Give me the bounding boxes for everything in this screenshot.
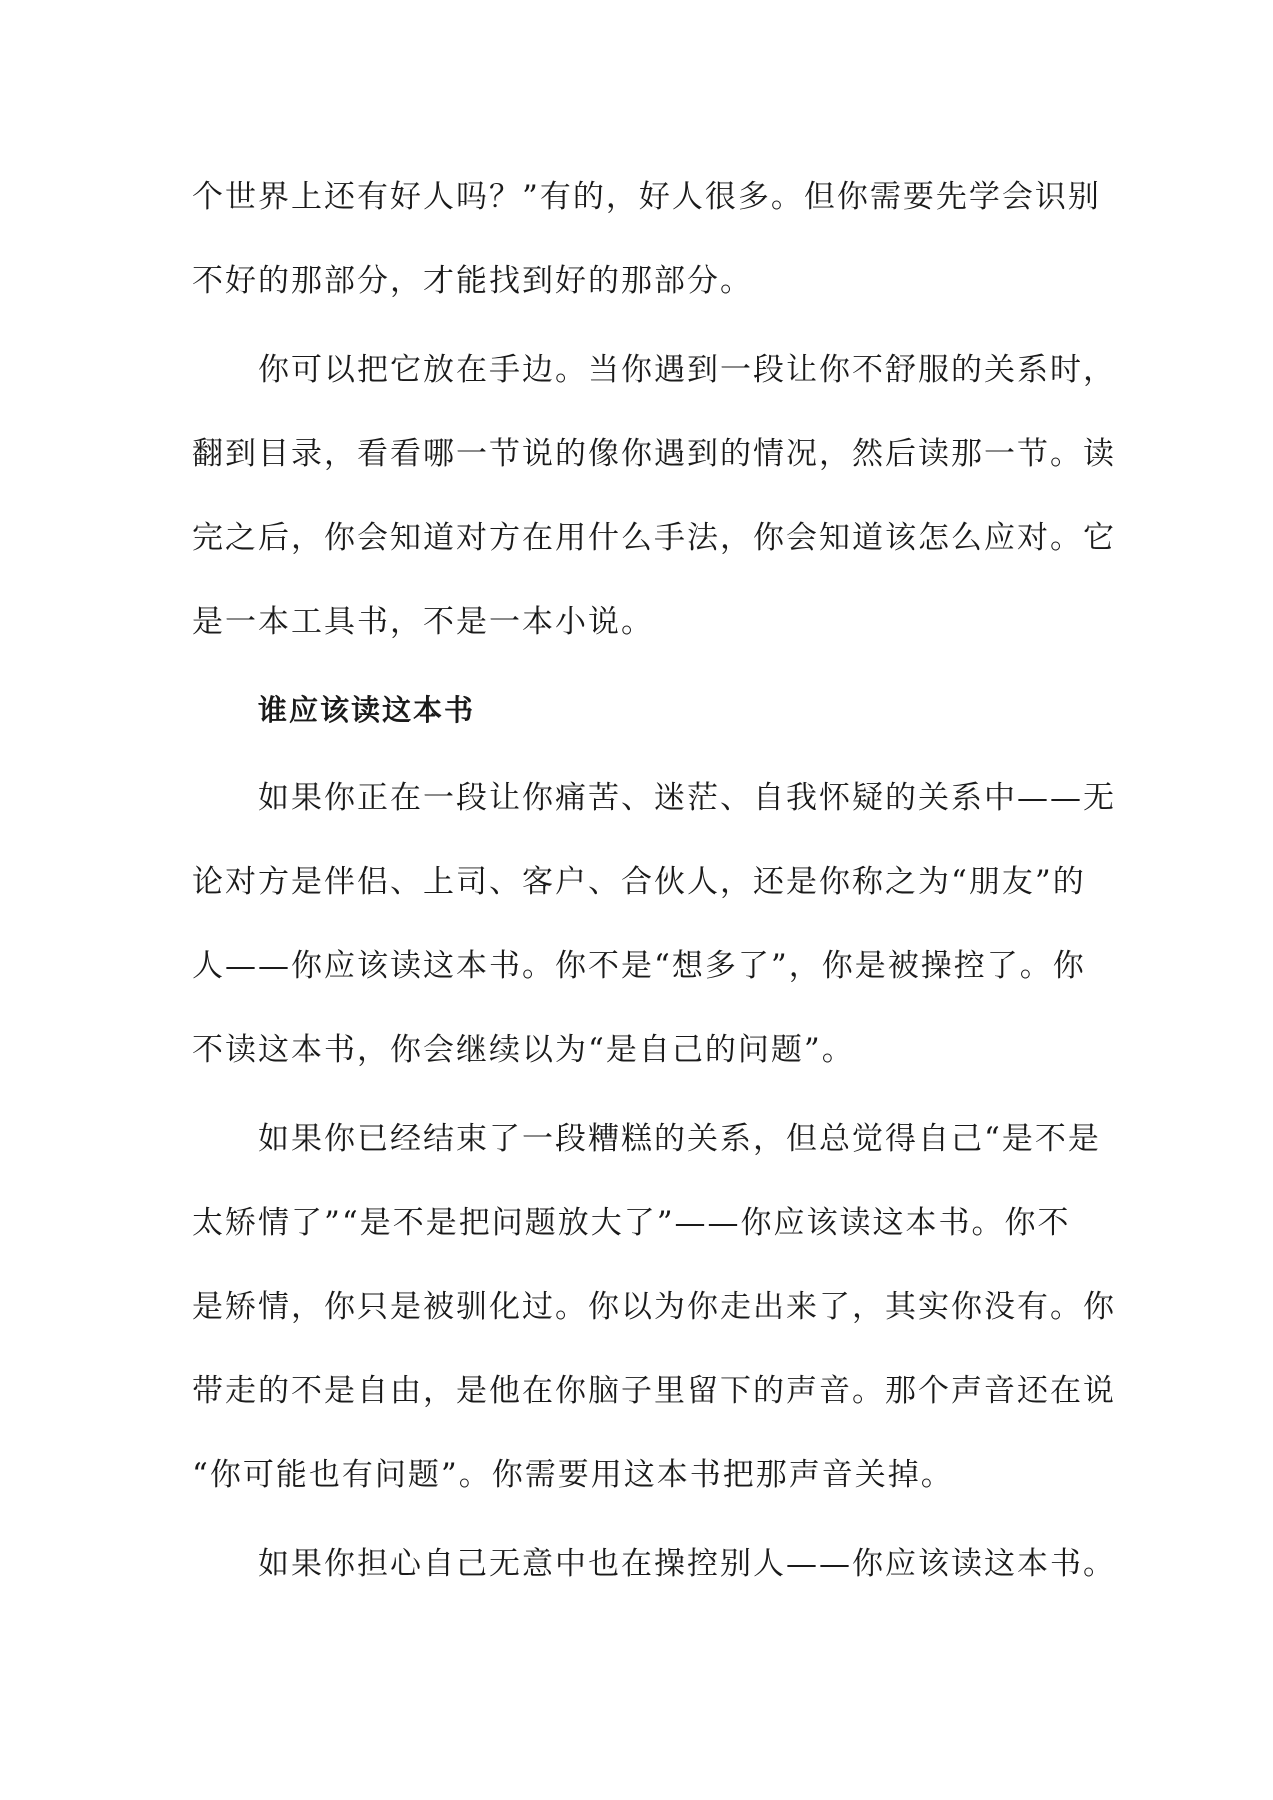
text-line: “你可能也有问题”。你需要用这本书把那声音关掉。 [192, 1457, 954, 1493]
text-line: 如果你担心自己无意中也在操控别人——你应该读这本书。 [258, 1546, 1116, 1582]
text-line: 人——你应该读这本书。你不是“想多了”，你是被操控了。你 [192, 948, 1086, 984]
text-line: 个世界上还有好人吗？”有的，好人很多。但你需要先学会识别 [192, 179, 1101, 215]
text-line: 带走的不是自由，是他在你脑子里留下的声音。那个声音还在说 [192, 1373, 1116, 1409]
text-line: 如果你正在一段让你痛苦、迷茫、自我怀疑的关系中——无 [258, 780, 1116, 816]
text-line: 是一本工具书，不是一本小说。 [192, 604, 654, 640]
text-line: 完之后，你会知道对方在用什么手法，你会知道该怎么应对。它 [192, 520, 1116, 556]
section-heading: 谁应该读这本书 [258, 693, 476, 727]
text-line: 太矫情了”“是不是把问题放大了”——你应该读这本书。你不 [192, 1205, 1071, 1241]
text-line: 是矫情，你只是被驯化过。你以为你走出来了，其实你没有。你 [192, 1289, 1116, 1325]
text-line: 不好的那部分，才能找到好的那部分。 [192, 263, 753, 299]
text-line: 如果你已经结束了一段糟糕的关系，但总觉得自己“是不是 [258, 1121, 1101, 1157]
text-line: 不读这本书，你会继续以为“是自己的问题”。 [192, 1032, 855, 1068]
text-line: 论对方是伴侣、上司、客户、合伙人，还是你称之为“朋友”的 [192, 864, 1086, 900]
text-line: 翻到目录，看看哪一节说的像你遇到的情况，然后读那一节。读 [192, 436, 1116, 472]
text-line: 你可以把它放在手边。当你遇到一段让你不舒服的关系时， [258, 352, 1116, 388]
